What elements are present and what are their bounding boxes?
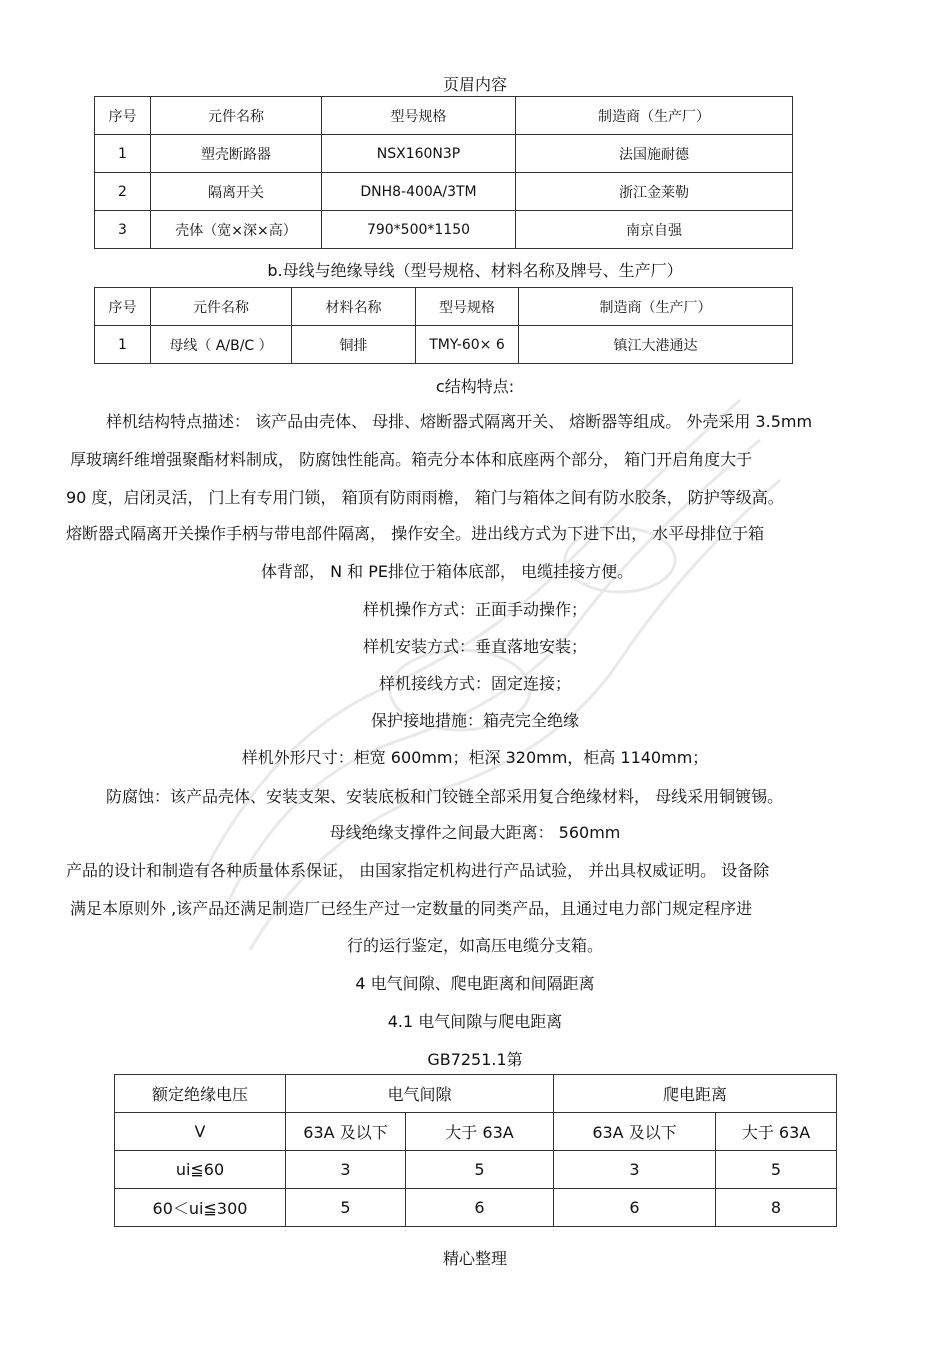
cell: 镇江大港通达 <box>519 326 793 364</box>
component-table <box>94 96 793 249</box>
paragraph-line: 行的运行鉴定，如高压电缆分支箱。 <box>346 936 603 955</box>
cell: 6 <box>554 1189 716 1227</box>
cell: 3 <box>286 1151 406 1189</box>
cell: 母线（ A/B/C ） <box>151 326 292 364</box>
busbar-table <box>94 287 793 364</box>
paragraph-line: 样机操作方式：正面手动操作； <box>362 600 587 619</box>
cell: 1 <box>95 135 151 173</box>
sub-header: 大于 63A <box>716 1113 837 1151</box>
table-row <box>95 211 793 249</box>
paragraph-line: 样机外形尺寸：柜宽 600mm；柜深 320mm，柜高 1140mm； <box>241 748 709 767</box>
cell: 60＜ui≦300 <box>115 1189 286 1227</box>
cell: 5 <box>716 1151 837 1189</box>
cell: 1 <box>95 326 151 364</box>
cell: 3 <box>95 211 151 249</box>
paragraph-line: 满足本原则外 ,该产品还满足制造厂已经生产过一定数量的同类产品，且通过电力部门规定程序进 <box>70 899 753 918</box>
page-footer: 精心整理 <box>442 1249 507 1268</box>
cell: 8 <box>716 1189 837 1227</box>
section-4-title: 4 电气间隙、爬电距离和间隔距离 <box>355 974 595 993</box>
table-row <box>115 1189 837 1227</box>
section-4-1-title: 4.1 电气间隙与爬电距离 <box>387 1012 563 1031</box>
cell: 南京自强 <box>516 211 793 249</box>
sub-header: 63A 及以下 <box>554 1113 716 1151</box>
paragraph-line: 样机结构特点描述： 该产品由壳体、 母排、熔断器式隔离开关、 熔断器等组成。 外壳采用 3.5mm <box>106 412 813 431</box>
cell: 790*500*1150 <box>322 211 516 249</box>
col-header-maker: 制造商（生产厂） <box>516 97 793 135</box>
cell: TMY-60× 6 <box>416 326 519 364</box>
standard-reference: GB7251.1第 <box>427 1050 523 1069</box>
sub-header: 大于 63A <box>406 1113 554 1151</box>
cell: ui≦60 <box>115 1151 286 1189</box>
page-header: 页眉内容 <box>442 75 507 94</box>
sub-header: V <box>115 1113 286 1151</box>
table-row <box>95 326 793 364</box>
col-header-clearance: 电气间隙 <box>286 1075 554 1113</box>
sub-header: 63A 及以下 <box>286 1113 406 1151</box>
cell: 法国施耐德 <box>516 135 793 173</box>
paragraph-line: 防腐蚀：该产品壳体、安装支架、安装底板和门铰链全部采用复合绝缘材料， 母线采用铜镀锡。 <box>106 787 784 806</box>
cell: 隔离开关 <box>151 173 322 211</box>
cell: 5 <box>406 1151 554 1189</box>
table-row <box>95 135 793 173</box>
col-header-index: 序号 <box>95 97 151 135</box>
col-header-model: 型号规格 <box>322 97 516 135</box>
cell: DNH8-400A/3TM <box>322 173 516 211</box>
paragraph-line: 保护接地措施：箱壳完全绝缘 <box>370 711 579 730</box>
paragraph-line: 样机接线方式：固定连接； <box>378 674 571 693</box>
cell: NSX160N3P <box>322 135 516 173</box>
section-b-title: b.母线与绝缘导线（型号规格、材料名称及牌号、生产厂） <box>267 261 683 280</box>
cell: 2 <box>95 173 151 211</box>
table-row <box>95 173 793 211</box>
col-header-creepage: 爬电距离 <box>554 1075 837 1113</box>
col-header-voltage: 额定绝缘电压 <box>115 1075 286 1113</box>
paragraph-line: 熔断器式隔离开关操作手柄与带电部件隔离， 操作安全。进出线方式为下进下出， 水平母排位于箱 <box>66 524 765 543</box>
table-row <box>115 1151 837 1189</box>
cell: 塑壳断路器 <box>151 135 322 173</box>
paragraph-line: 90 度，启闭灵活， 门上有专用门锁， 箱顶有防雨雨檐， 箱门与箱体之间有防水胶条， 防护等级高。 <box>66 488 784 507</box>
paragraph-line: 母线绝缘支撑件之间最大距离： 560mm <box>329 823 621 842</box>
paragraph-line: 体背部， N 和 PE排位于箱体底部， 电缆挂接方便。 <box>261 562 634 581</box>
cell: 浙江金莱勒 <box>516 173 793 211</box>
cell: 铜排 <box>292 326 416 364</box>
cell: 5 <box>286 1189 406 1227</box>
paragraph-line: 产品的设计和制造有各种质量体系保证， 由国家指定机构进行产品试验， 并出具权威证明。 设备除 <box>66 861 770 880</box>
cell: 壳体（宽×深×高） <box>151 211 322 249</box>
paragraph-line: 样机安装方式：垂直落地安装； <box>362 637 587 656</box>
col-header-index: 序号 <box>95 288 151 326</box>
clearance-table <box>114 1074 837 1227</box>
col-header-name: 元件名称 <box>151 288 292 326</box>
col-header-model: 型号规格 <box>416 288 519 326</box>
col-header-maker: 制造商（生产厂） <box>519 288 793 326</box>
cell: 3 <box>554 1151 716 1189</box>
cell: 6 <box>406 1189 554 1227</box>
col-header-material: 材料名称 <box>292 288 416 326</box>
section-c-title: c结构特点: <box>435 377 515 396</box>
col-header-name: 元件名称 <box>151 97 322 135</box>
paragraph-line: 厚玻璃纤维增强聚酯材料制成， 防腐蚀性能高。箱壳分本体和底座两个部分， 箱门开启角度大于 <box>70 450 753 469</box>
